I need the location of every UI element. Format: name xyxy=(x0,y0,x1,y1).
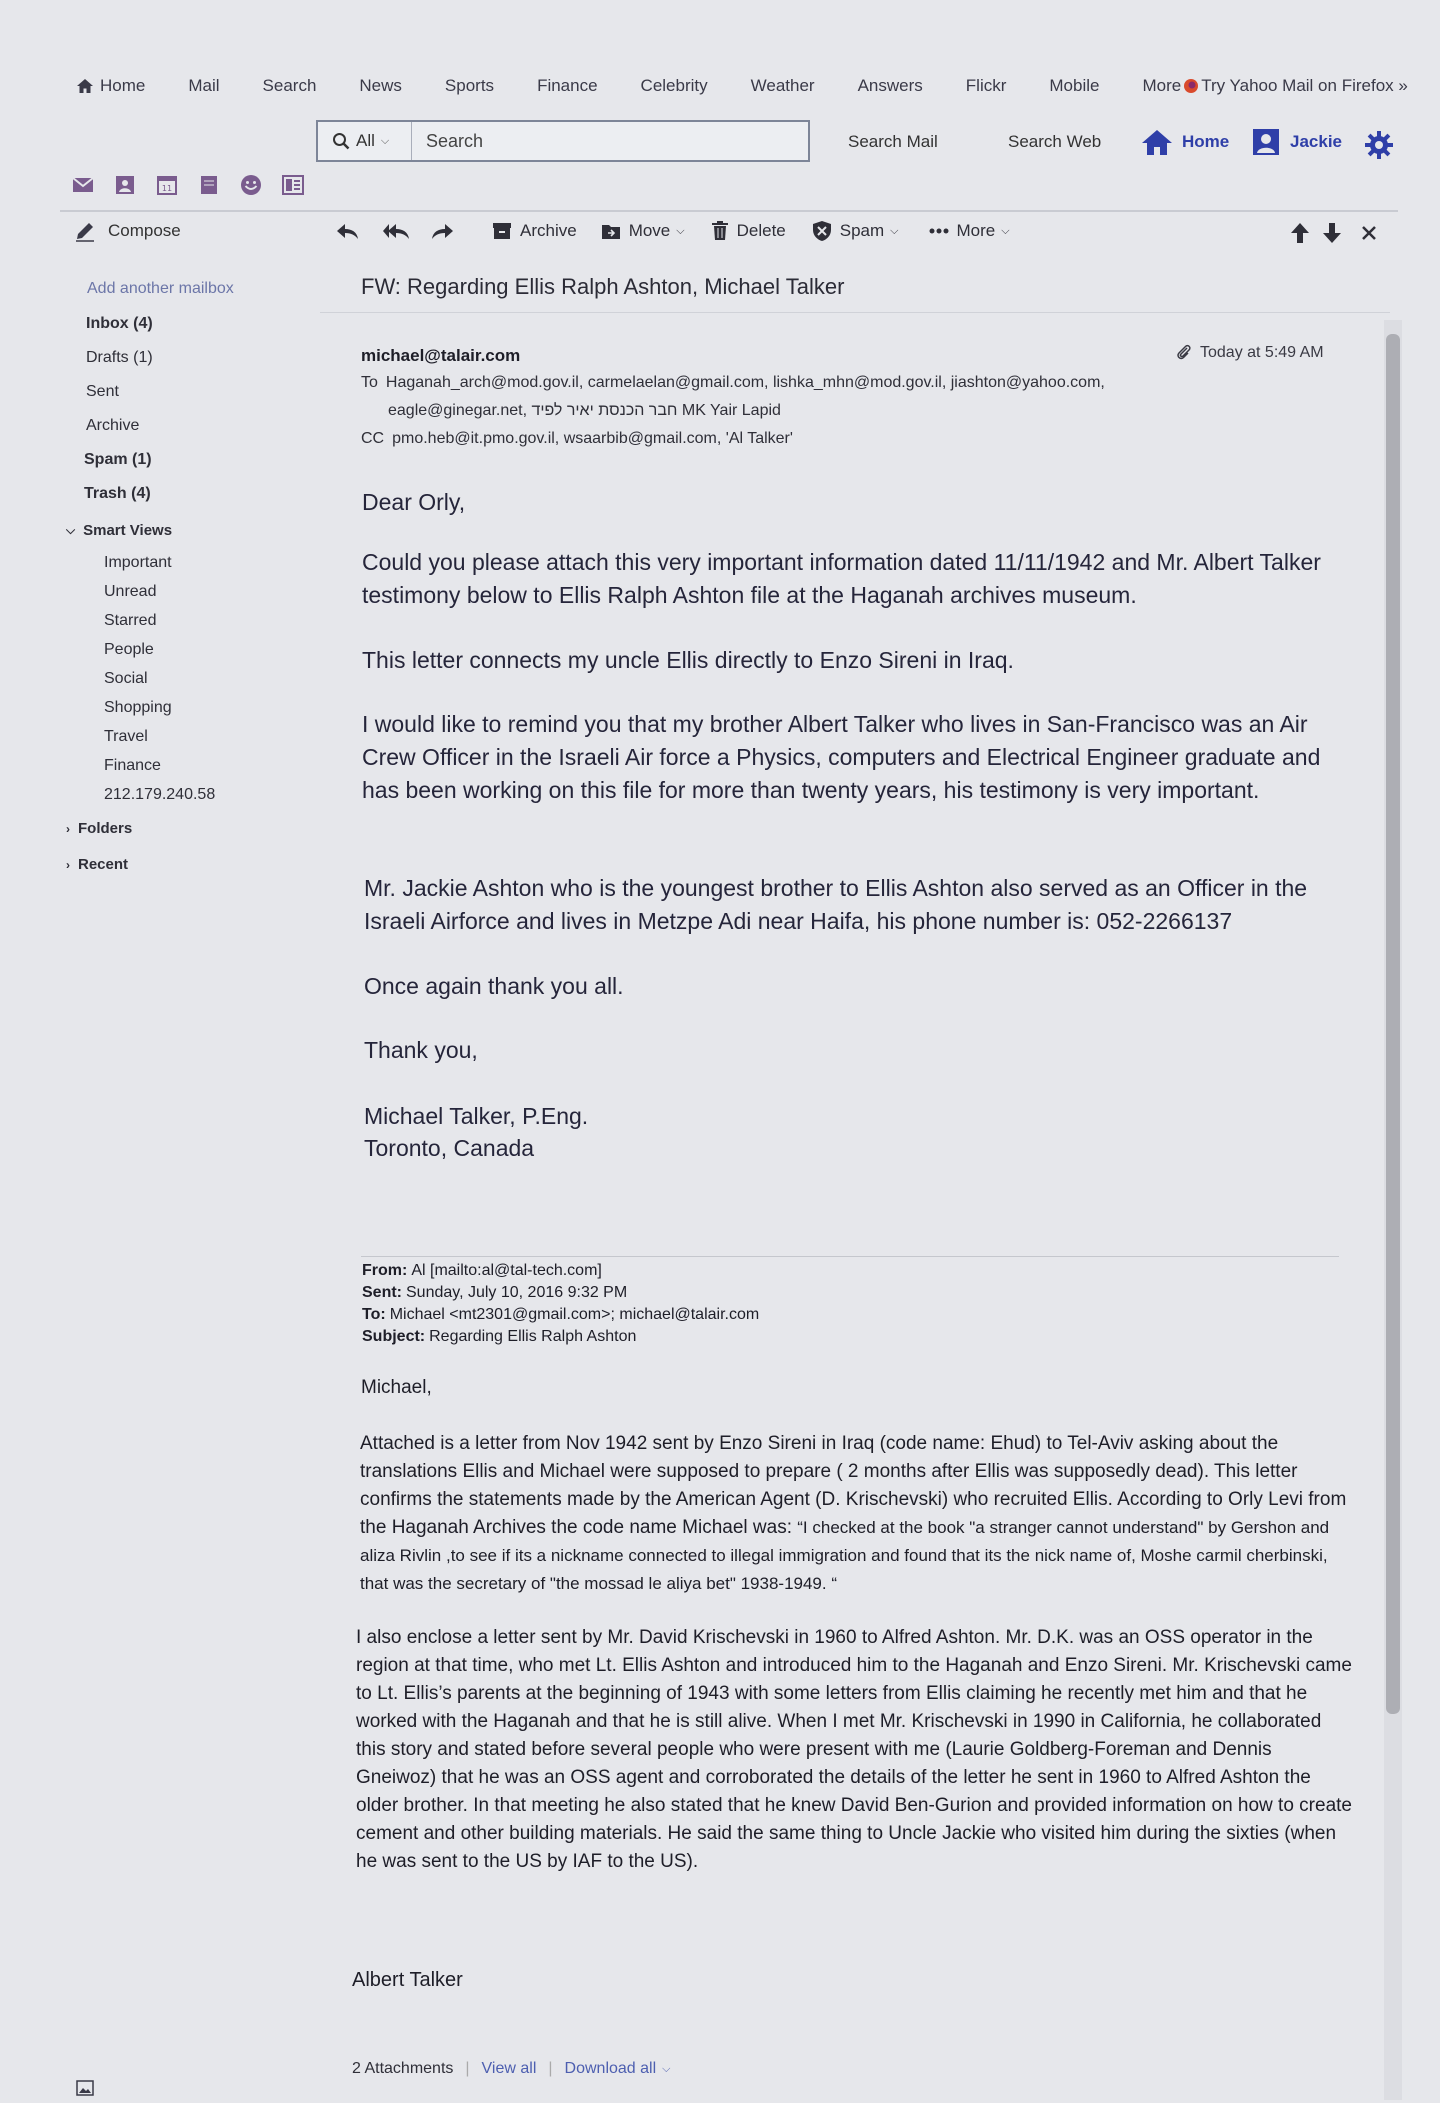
reply-all-button[interactable] xyxy=(382,222,418,240)
home-icon xyxy=(1140,128,1174,156)
quoted-sent-value: Sunday, July 10, 2016 9:32 PM xyxy=(406,1284,628,1301)
subject-divider xyxy=(320,312,1390,313)
sidebar-item-label: Spam (1) xyxy=(84,451,152,468)
notepad-app-button[interactable] xyxy=(196,174,221,196)
paperclip-icon xyxy=(1176,344,1192,362)
settings-button[interactable] xyxy=(1364,130,1394,165)
home-link[interactable] xyxy=(1140,128,1229,156)
message-timestamp xyxy=(1176,344,1324,362)
envelope-icon xyxy=(72,177,94,193)
quoted-paragraph-1 xyxy=(360,1430,1360,1598)
nav-weather-label: Weather xyxy=(750,76,815,95)
sender-address-text: michael@talair.com xyxy=(361,346,521,365)
nav-mobile[interactable] xyxy=(1049,76,1099,96)
body-greeting: Dear Orly, xyxy=(362,489,466,515)
quoted-subject xyxy=(362,1328,636,1346)
home-link-label: Home xyxy=(1182,132,1230,151)
smart-view-shopping[interactable] xyxy=(104,699,172,717)
smiley-icon xyxy=(240,174,262,196)
chevron-down-icon: ⌵ xyxy=(676,224,685,237)
body-paragraph-3: I would like to remind you that my brother Albert Talker who lives in San-Francisco was an Air Crew Officer in the Israeli Air force a Physics, computers and Electrical Engineer graduate and has been working on this file for more than twenty years, his testimony is very important. xyxy=(362,711,1321,803)
recent-label: Recent xyxy=(78,856,129,873)
sidebar-item-archive[interactable] xyxy=(86,417,139,435)
body-signature-name: Michael Talker, P.Eng. xyxy=(364,1103,589,1129)
messenger-app-button[interactable] xyxy=(238,174,263,196)
chevron-down-icon: ⌵ xyxy=(1001,224,1010,237)
separator: | xyxy=(548,2060,553,2077)
folders-toggle[interactable] xyxy=(66,820,132,837)
search-icon xyxy=(332,132,350,150)
smart-views-label: Smart Views xyxy=(83,522,173,539)
smart-view-label: Finance xyxy=(104,757,161,774)
smart-view-label: Shopping xyxy=(104,699,172,716)
quoted-from-value: Al [mailto:al@tal-tech.com] xyxy=(411,1262,602,1279)
top-nav xyxy=(76,76,1408,96)
calendar-icon xyxy=(157,175,177,195)
smart-view-label: Social xyxy=(104,670,148,687)
nav-flickr-label: Flickr xyxy=(965,76,1007,95)
smart-view-label: 212.179.240.58 xyxy=(104,786,216,803)
app-switcher xyxy=(70,174,305,196)
to-recipients xyxy=(361,374,1105,392)
spam-button[interactable] xyxy=(812,220,899,242)
gear-icon xyxy=(1364,130,1394,160)
compose-button[interactable] xyxy=(74,220,181,242)
smart-view-social[interactable] xyxy=(104,670,148,688)
quoted-sent xyxy=(362,1284,627,1302)
cc-list[interactable]: pmo.heb@it.pmo.gov.il, wsaarbib@gmail.com, 'Al Talker' xyxy=(392,430,793,447)
arrow-up-icon[interactable] xyxy=(1290,222,1310,244)
quoted-subject-value: Regarding Ellis Ralph Ashton xyxy=(429,1328,637,1345)
sidebar-item-trash[interactable] xyxy=(84,485,151,503)
nav-answers-label: Answers xyxy=(857,76,923,95)
delete-button[interactable] xyxy=(711,221,786,241)
notepad-icon xyxy=(199,175,219,195)
message-subject-text: FW: Regarding Ellis Ralph Ashton, Michael Talker xyxy=(361,274,845,299)
search-scope-label: All xyxy=(356,131,375,150)
arrow-down-icon[interactable] xyxy=(1322,222,1342,244)
chevron-down-icon: ⌵ xyxy=(66,523,76,537)
timestamp-text: Today at 5:49 AM xyxy=(1200,344,1324,361)
mail-app-button[interactable] xyxy=(70,174,95,196)
sidebar-item-label: Sent xyxy=(86,383,119,400)
quoted-to-value: Michael <mt2301@gmail.com>; michael@talair.com xyxy=(389,1306,760,1323)
quoted-divider xyxy=(361,1256,1339,1257)
more-dots-icon xyxy=(929,228,949,234)
smart-view-label: Starred xyxy=(104,612,157,629)
quoted-archive-quote: “I checked at the book "a stranger cannot understand" by Gershon and aliza Rivlin ,to see if its a nickname connected to illegal immigration and found that its the nick name of, Moshe carmil cherbinski, that was the secretary of "the mossad le aliya bet" 1938-1949. “ xyxy=(360,1518,1330,1593)
sidebar-item-inbox[interactable] xyxy=(86,315,153,333)
smart-views-toggle[interactable] xyxy=(66,522,172,539)
more-label: More xyxy=(956,221,996,240)
smart-view-finance[interactable] xyxy=(104,757,161,775)
body-paragraph-1: Could you please attach this very important information dated 11/11/1942 and Mr. Albert Talker testimony below to Ellis Ralph Ashton file at the Haganah archives museum. xyxy=(362,549,1321,608)
nav-news[interactable] xyxy=(359,76,402,96)
smart-view-ip[interactable] xyxy=(104,786,215,804)
user-name: Jackie xyxy=(1290,132,1342,151)
archive-icon xyxy=(492,222,512,240)
newsfeed-app-button[interactable] xyxy=(280,174,305,196)
search-scope-dropdown[interactable] xyxy=(318,122,412,160)
quoted-greeting: Michael, xyxy=(361,1377,432,1398)
nav-more-label: More xyxy=(1142,76,1182,95)
sidebar-item-label: Drafts (1) xyxy=(86,349,153,366)
body-signature-location: Toronto, Canada xyxy=(364,1135,535,1161)
sidebar-item-drafts[interactable] xyxy=(86,349,153,367)
nav-answers[interactable] xyxy=(858,76,923,96)
nav-mobile-label: Mobile xyxy=(1049,76,1100,95)
view-all-link[interactable]: View all xyxy=(481,2060,537,2077)
to-recipients-continued xyxy=(388,402,781,420)
message-nav xyxy=(1290,222,1378,244)
sidebar-item-label: Archive xyxy=(86,417,140,434)
cc-label: CC xyxy=(361,430,385,447)
quoted-to xyxy=(362,1306,759,1324)
nav-celebrity-label: Celebrity xyxy=(640,76,708,95)
smart-view-label: People xyxy=(104,641,154,658)
sidebar-item-label: Trash (4) xyxy=(84,485,151,502)
body-closing: Thank you, xyxy=(364,1037,478,1063)
contacts-app-button[interactable] xyxy=(112,174,137,196)
smart-view-label: Unread xyxy=(104,583,157,600)
image-toggle-button[interactable] xyxy=(76,2080,94,2101)
quoted-paragraph-1-text: Attached is a letter from Nov 1942 sent by Enzo Sireni in Iraq (code name: Ehud) to Tel-Aviv asking about the translations Ellis and Michael were supposed to prepare ( 2 months after Ellis was supposedly dead). This letter confirms the statements made by the American Agent (D. Krischevski) who recruited Ellis. According to Orly Levi from the Haganah Archives the code name Michael was: xyxy=(360,1433,1347,1538)
move-button[interactable] xyxy=(601,221,685,241)
quoted-sent-label: Sent: xyxy=(362,1284,402,1301)
cc-recipients xyxy=(361,430,793,448)
trash-icon xyxy=(711,221,729,241)
download-all-link[interactable]: Download all xyxy=(564,2060,657,2077)
pencil-icon xyxy=(74,220,96,242)
nav-finance[interactable] xyxy=(537,76,597,96)
newsfeed-icon xyxy=(282,175,304,195)
nav-news-label: News xyxy=(359,76,402,95)
message-subject xyxy=(361,274,844,300)
chevron-right-icon: › xyxy=(66,857,70,872)
reply-button[interactable] xyxy=(336,222,368,240)
smart-view-unread[interactable] xyxy=(104,583,156,601)
nav-home-label: Home xyxy=(100,76,146,95)
forward-button[interactable] xyxy=(430,222,462,240)
to-list-continued[interactable]: eagle@ginegar.net, חבר הכנסת יאיר לפיד MK Yair Lapid xyxy=(388,402,781,419)
nav-mail[interactable] xyxy=(188,76,219,96)
nav-search[interactable] xyxy=(263,76,317,96)
search-web-button[interactable] xyxy=(1008,132,1101,152)
folders-label: Folders xyxy=(78,820,133,837)
sidebar-item-spam[interactable] xyxy=(84,451,152,469)
chevron-down-icon: ⌵ xyxy=(662,2062,671,2075)
search-web-label: Search Web xyxy=(1008,132,1102,151)
more-button[interactable] xyxy=(929,221,1010,241)
firefox-icon xyxy=(1183,78,1199,94)
nav-flickr[interactable] xyxy=(966,76,1007,96)
nav-weather[interactable] xyxy=(751,76,815,96)
nav-home[interactable] xyxy=(76,76,145,96)
to-label: To xyxy=(361,374,378,391)
user-icon xyxy=(1252,128,1280,156)
sidebar-item-label: Inbox (4) xyxy=(86,315,153,332)
quoted-subject-label: Subject: xyxy=(362,1328,426,1345)
reply-icon xyxy=(336,222,360,240)
scrollbar-thumb[interactable] xyxy=(1386,334,1400,1714)
quoted-paragraph-2: I also enclose a letter sent by Mr. David Krischevski in 1960 to Alfred Ashton. Mr. D.K. was an OSS operator in the region at that time, who met Lt. Ellis Ashton and introduced him to the Haganah and Enzo Sireni. Mr. Krischevski came to Lt. Ellis’s parents at the beginning of 1943 with some letters from Ellis claiming he recently met him and that he worked with the Haganah and that he is still alive. When I met Mr. Krischevski in 1990 in California, he collaborated this story and stated before several people who were present with me (Laurie Goldberg-Foreman and Dennis Gneiwoz) that he was an OSS agent and corroborated the details of the letter he sent in 1960 to Alfred Ashton the older brother. In that meeting he also stated that he knew David Ben-Gurion and provided information on how to create cement and other building materials. He said the same thing to Uncle Jackie who visited him during the sixties (when he was sent to the US by IAF to the US). xyxy=(356,1627,1352,1872)
compose-label: Compose xyxy=(108,221,181,240)
message-toolbar xyxy=(336,220,1036,242)
calendar-app-button[interactable] xyxy=(154,174,179,196)
user-menu[interactable] xyxy=(1252,128,1342,156)
shield-icon xyxy=(812,220,832,242)
body-paragraph-2: This letter connects my uncle Ellis directly to Enzo Sireni in Iraq. xyxy=(362,647,1014,673)
smart-view-people[interactable] xyxy=(104,641,154,659)
attachments-count: 2 Attachments xyxy=(352,2060,454,2077)
add-mailbox-label: Add another mailbox xyxy=(87,280,234,297)
delete-label: Delete xyxy=(736,221,786,240)
archive-button[interactable] xyxy=(492,221,577,241)
header-divider xyxy=(60,210,1398,212)
nav-sports[interactable] xyxy=(445,76,494,96)
search-mail-button[interactable] xyxy=(848,132,938,152)
separator: | xyxy=(465,2060,470,2077)
nav-sports-label: Sports xyxy=(444,76,495,95)
nav-more[interactable] xyxy=(1142,76,1407,96)
nav-finance-label: Finance xyxy=(537,76,598,95)
recent-toggle[interactable] xyxy=(66,856,128,873)
chevron-down-icon: ⌵ xyxy=(380,134,390,147)
nav-search-label: Search xyxy=(262,76,317,95)
reply-all-icon xyxy=(382,222,410,240)
home-icon xyxy=(76,78,94,94)
folder-move-icon xyxy=(601,222,621,240)
chevron-down-icon: ⌵ xyxy=(890,224,899,237)
contacts-icon xyxy=(115,175,135,195)
archive-label: Archive xyxy=(520,221,577,240)
smart-view-important[interactable] xyxy=(104,554,172,572)
smart-view-label: Travel xyxy=(104,728,148,745)
smart-view-starred[interactable] xyxy=(104,612,156,630)
sidebar-item-sent[interactable] xyxy=(86,383,119,401)
search-input[interactable] xyxy=(412,122,808,160)
body-paragraph-4: Mr. Jackie Ashton who is the youngest brother to Ellis Ashton also served as an Officer in the Israeli Airforce and lives in Metzpe Adi near Haifa, his phone number is: 052-2266137 xyxy=(364,875,1308,934)
smart-view-travel[interactable] xyxy=(104,728,148,746)
quoted-from xyxy=(362,1262,602,1280)
close-icon[interactable] xyxy=(1360,224,1378,242)
chevron-right-icon: › xyxy=(66,821,70,836)
spam-label: Spam xyxy=(839,221,885,240)
quoted-to-label: To: xyxy=(362,1306,386,1323)
nav-celebrity[interactable] xyxy=(641,76,708,96)
body-paragraph-5: Once again thank you all. xyxy=(364,973,624,999)
svg-text:11: 11 xyxy=(161,184,172,193)
smart-view-label: Important xyxy=(104,554,172,571)
quoted-from-label: From: xyxy=(362,1262,408,1279)
add-mailbox-link[interactable] xyxy=(87,280,234,298)
quoted-signature: Albert Talker xyxy=(352,1969,463,1991)
firefox-promo-link[interactable]: Try Yahoo Mail on Firefox » xyxy=(1201,76,1408,95)
search-bar xyxy=(316,120,810,162)
to-list[interactable]: Haganah_arch@mod.gov.il, carmelaelan@gmail.com, lishka_mhn@mod.gov.il, jiashton@yahoo.com, xyxy=(385,374,1105,391)
move-label: Move xyxy=(628,221,671,240)
search-mail-label: Search Mail xyxy=(848,132,938,151)
image-icon xyxy=(76,2080,94,2096)
attachments-bar xyxy=(352,2060,671,2078)
nav-mail-label: Mail xyxy=(188,76,220,95)
forward-icon xyxy=(430,222,454,240)
sender-address[interactable] xyxy=(361,346,520,366)
